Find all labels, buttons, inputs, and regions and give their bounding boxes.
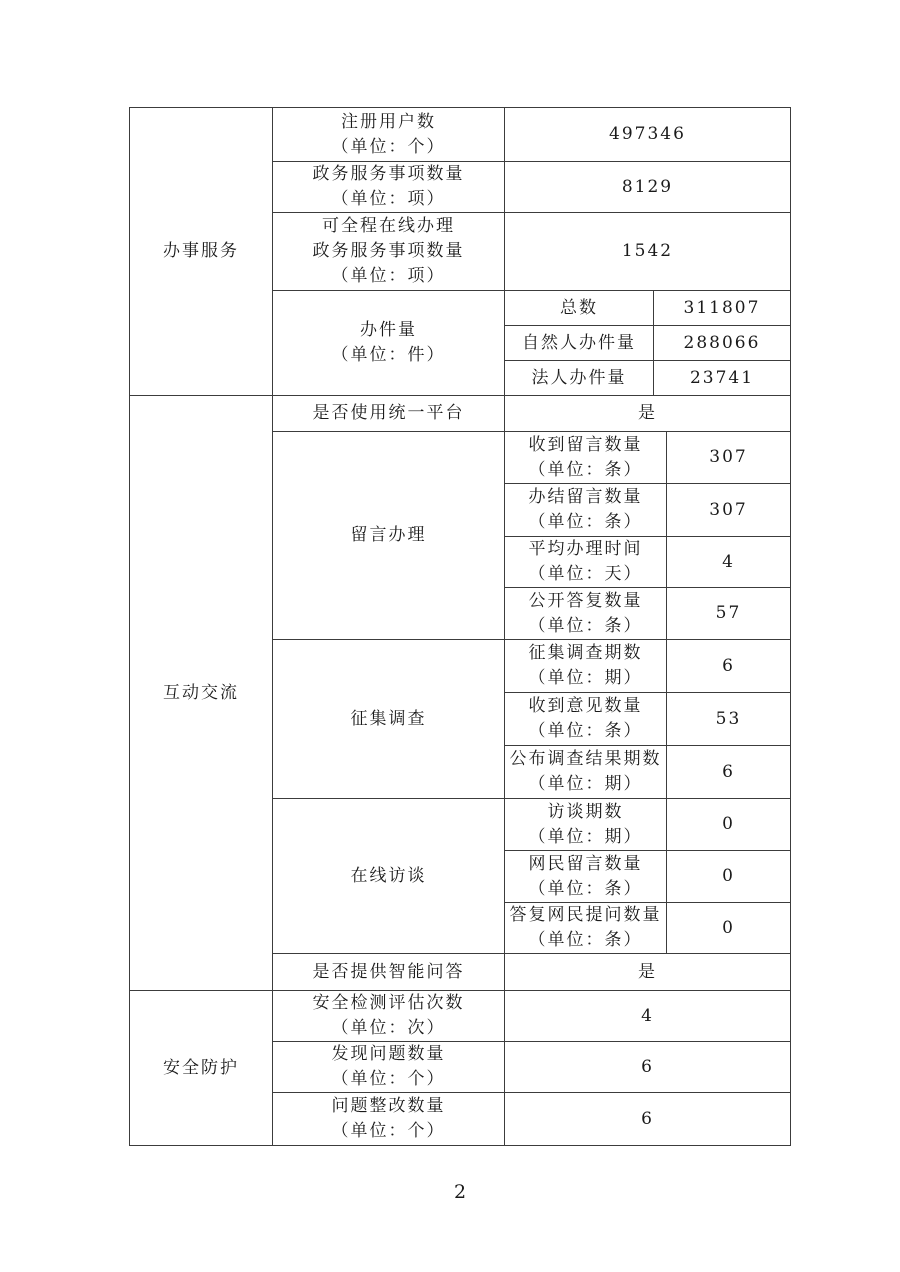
netizen-replies-unit: （单位：条）	[528, 930, 643, 950]
category-cell-interaction: 互动交流	[130, 396, 273, 991]
row-unified-platform	[130, 396, 791, 432]
smart-qa-label: 是否提供智能问答	[273, 954, 505, 991]
full-online-items-label-cell	[273, 213, 505, 291]
case-volume-label: 办件量	[360, 320, 417, 340]
unified-platform-label: 是否使用统一平台	[273, 396, 505, 432]
page-number: 2	[453, 1181, 467, 1203]
full-online-items-unit: （单位：项）	[331, 266, 446, 286]
problems-fixed-value: 6	[505, 1093, 791, 1146]
messages-completed-label: 办结留言数量	[528, 487, 643, 507]
avg-handle-time-value: 4	[667, 537, 791, 588]
case-natural-value: 288066	[654, 326, 791, 361]
registered-users-unit: （单位：个）	[331, 136, 446, 157]
interview-periods-unit: （单位：期）	[528, 826, 643, 847]
security-checks-label-cell	[273, 991, 505, 1042]
survey-periods-value: 6	[667, 640, 791, 693]
category-cell-security: 安全防护	[130, 991, 273, 1146]
results-published-unit: （单位：期）	[528, 774, 643, 794]
case-total-label: 总数	[505, 291, 654, 326]
security-checks-label: 安全检测评估次数	[312, 993, 465, 1013]
problems-found-value: 6	[505, 1042, 791, 1093]
messages-received-unit: （单位：条）	[528, 459, 643, 480]
messages-completed-label-cell	[505, 484, 667, 537]
row-security-checks	[130, 991, 791, 1042]
group-cell-case-volume	[273, 291, 505, 396]
category-cell-service: 办事服务	[130, 108, 273, 396]
row-registered-users	[130, 108, 791, 162]
results-published-label-cell	[505, 746, 667, 799]
results-published-label: 公布调查结果期数	[509, 749, 662, 769]
registered-users-value: 497346	[505, 108, 791, 162]
full-online-items-line1: 可全程在线办理	[322, 216, 455, 236]
smart-qa-value: 是	[505, 954, 791, 991]
interview-periods-value: 0	[667, 799, 791, 851]
messages-received-label: 收到留言数量	[528, 434, 643, 455]
public-replies-unit: （单位：条）	[528, 615, 643, 636]
opinions-received-value: 53	[667, 693, 791, 746]
messages-received-label-cell	[505, 432, 667, 484]
group-cell-online-interview: 在线访谈	[273, 799, 505, 954]
opinions-received-label-cell	[505, 693, 667, 746]
report-table	[129, 107, 791, 1146]
netizen-replies-label-cell	[505, 903, 667, 954]
case-legal-label: 法人办件量	[505, 361, 654, 396]
full-online-items-line2: 政务服务事项数量	[312, 241, 465, 261]
problems-found-label: 发现问题数量	[331, 1044, 446, 1064]
opinions-received-label: 收到意见数量	[528, 696, 643, 716]
public-replies-value: 57	[667, 588, 791, 640]
group-cell-survey-collection: 征集调查	[273, 640, 505, 799]
problems-found-unit: （单位：个）	[331, 1069, 446, 1089]
avg-handle-time-label: 平均办理时间	[528, 539, 643, 559]
survey-periods-label-cell	[505, 640, 667, 693]
case-natural-label: 自然人办件量	[505, 326, 654, 361]
messages-received-value: 307	[667, 432, 791, 484]
avg-handle-time-unit: （单位：天）	[528, 564, 643, 584]
results-published-value: 6	[667, 746, 791, 799]
netizen-messages-value: 0	[667, 851, 791, 903]
messages-completed-unit: （单位：条）	[528, 512, 643, 532]
security-checks-value: 4	[505, 991, 791, 1042]
service-items-unit: （单位：项）	[331, 189, 446, 209]
survey-periods-unit: （单位：期）	[528, 668, 643, 688]
public-replies-label: 公开答复数量	[528, 590, 643, 611]
case-legal-value: 23741	[654, 361, 791, 396]
netizen-replies-value: 0	[667, 903, 791, 954]
registered-users-label: 注册用户数	[341, 111, 436, 132]
avg-handle-time-label-cell	[505, 537, 667, 588]
service-items-value: 8129	[505, 162, 791, 213]
registered-users-label-cell	[273, 108, 505, 162]
netizen-messages-label-cell	[505, 851, 667, 903]
group-cell-message-handling: 留言办理	[273, 432, 505, 640]
opinions-received-unit: （单位：条）	[528, 721, 643, 741]
problems-fixed-unit: （单位：个）	[331, 1121, 446, 1141]
service-items-label-cell	[273, 162, 505, 213]
problems-fixed-label-cell	[273, 1093, 505, 1146]
security-checks-unit: （单位：次）	[331, 1018, 446, 1038]
service-items-label: 政务服务事项数量	[312, 164, 465, 184]
messages-completed-value: 307	[667, 484, 791, 537]
problems-fixed-label: 问题整改数量	[331, 1096, 446, 1116]
unified-platform-value: 是	[505, 396, 791, 432]
survey-periods-label: 征集调查期数	[528, 643, 643, 663]
problems-found-label-cell	[273, 1042, 505, 1093]
netizen-messages-unit: （单位：条）	[528, 878, 643, 899]
case-total-value: 311807	[654, 291, 791, 326]
interview-periods-label: 访谈期数	[547, 801, 624, 822]
netizen-replies-label: 答复网民提问数量	[509, 905, 662, 925]
netizen-messages-label: 网民留言数量	[528, 853, 643, 874]
full-online-items-value: 1542	[505, 213, 791, 291]
public-replies-label-cell	[505, 588, 667, 640]
interview-periods-label-cell	[505, 799, 667, 851]
case-volume-unit: （单位：件）	[331, 345, 446, 365]
